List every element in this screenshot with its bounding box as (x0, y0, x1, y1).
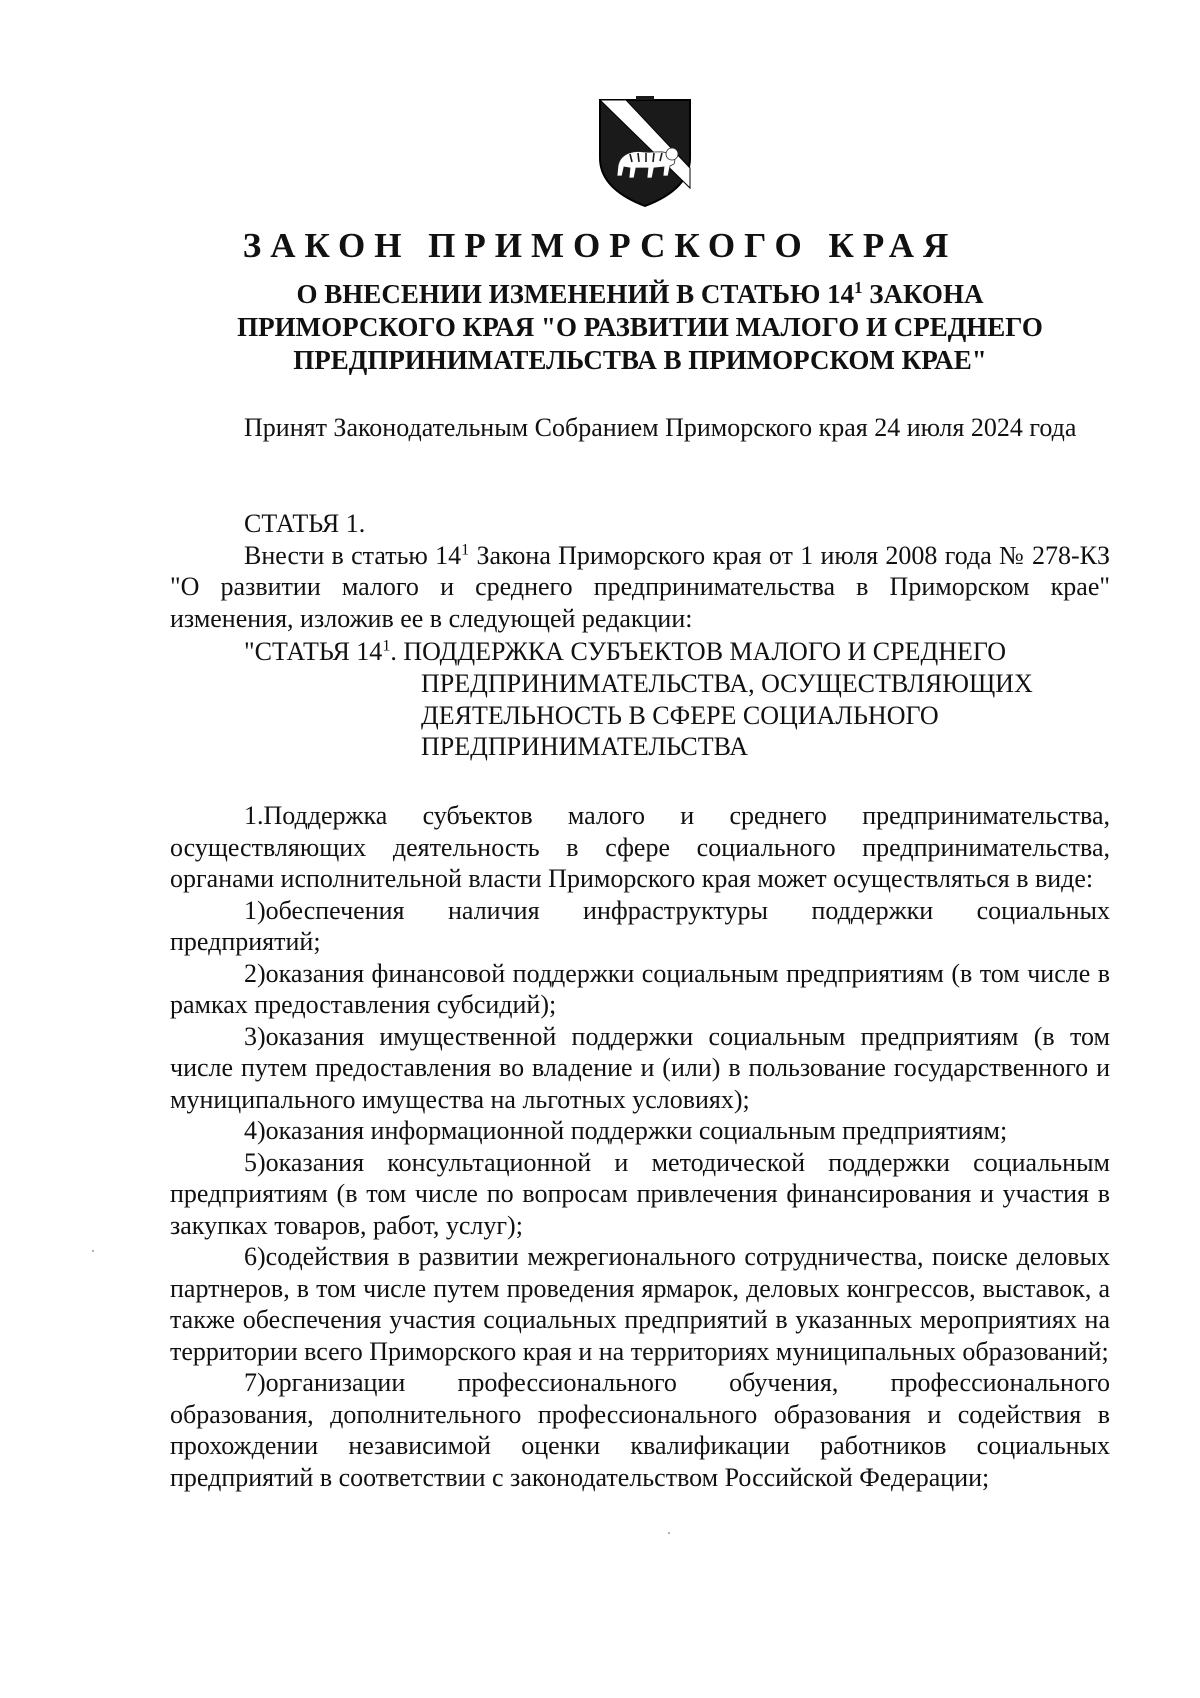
subject-superscript: 1 (854, 278, 863, 297)
quoted-heading-start: "СТАТЬЯ 14 (244, 637, 383, 666)
article-body (170, 800, 1110, 1493)
subject-line-2: ПРИМОРСКОГО КРАЯ "О РАЗВИТИИ МАЛОГО И СРЕДНЕГО (237, 312, 1043, 342)
law-title: ЗАКОН ПРИМОРСКОГО КРАЯ (242, 226, 958, 265)
subject-line-1-tail: ЗАКОНА (862, 279, 984, 309)
list-item-3: 3)оказания имущественной поддержки социальным предприятиям (в том числе путем предоставления во владение и (или) в пользование государственного и муниципального имущества на льготных условиях); (170, 1021, 1110, 1114)
paragraph-1: 1.Поддержка субъектов малого и среднего предпринимательства, осуществляющих деятельность в сфере социального предпринимательства, органами исполнительной власти Приморского края может осуществляться в виде: (170, 801, 1110, 893)
quoted-heading-line-2: ПРЕДПРИНИМАТЕЛЬСТВА, ОСУЩЕСТВЛЯЮЩИХ (421, 669, 1033, 698)
subject-line-3: ПРЕДПРИНИМАТЕЛЬСТВА В ПРИМОРСКОМ КРАЕ" (293, 345, 987, 375)
list-item-4: 4)оказания информационной поддержки социальным предприятиям; (244, 1116, 1008, 1145)
law-subject (180, 278, 1100, 377)
subject-line-1-text: О ВНЕСЕНИИ ИЗМЕНЕНИЙ В СТАТЬЮ 14 (296, 279, 855, 309)
list-item-5: 5)оказания консультационной и методической поддержки социальным предприятиям (в том числе по вопросам привлечения финансирования и участия в закупках товаров, работ, услуг); (170, 1147, 1110, 1240)
list-item-6: 6)содействия в развитии межрегионального сотрудничества, поиске деловых партнеров, в том числе путем проведения ярмарок, деловых конгрессов, выставок, а также обеспечения участия социальных предприятий в указанных мероприятиях на территории всего Приморского края и на территориях муниципальных образований; (170, 1242, 1110, 1366)
coat-of-arms-icon (596, 96, 694, 208)
article-1-intro-superscript: 1 (461, 540, 470, 558)
article-1-intro (170, 540, 1110, 635)
quoted-heading-rest: . ПОДДЕРЖКА СУБЪЕКТОВ МАЛОГО И СРЕДНЕГО (390, 637, 1007, 666)
quoted-article-heading-continued (421, 668, 1033, 763)
subject-line-1 (180, 278, 1100, 311)
quoted-heading-line-4: ПРЕДПРИНИМАТЕЛЬСТВА (421, 732, 749, 761)
quoted-heading-superscript: 1 (382, 637, 391, 655)
quoted-heading-line-3: ДЕЯТЕЛЬНОСТЬ В СФЕРЕ СОЦИАЛЬНОГО (421, 700, 939, 730)
list-item-2: 2)оказания финансовой поддержки социальным предприятиям (в том числе в рамках предоставления субсидий); (170, 958, 1110, 1019)
article-1 (170, 508, 1110, 634)
list-item-1: 1)обеспечения наличия инфраструктуры поддержки социальных предприятий; (170, 895, 1110, 956)
quoted-article-heading (244, 636, 1006, 668)
adoption-text: Принят Законодательным Собранием Приморского края 24 июля 2024 года (244, 413, 1077, 442)
scan-speck (668, 1532, 670, 1534)
article-1-intro-rest: Закона Приморского края от 1 июля 2008 года № 278-КЗ "О развитии малого и среднего предпринимательства в Приморском крае" изменения, изложив ее в следующей редакции: (170, 540, 1110, 633)
adoption-note (170, 412, 1110, 444)
scan-speck (92, 1250, 94, 1252)
list-item-7: 7)организации профессионального обучения, профессионального образования, дополнительного профессионального образования и содействия в прохождении независимой оценки квалификации работников социальных предприятий в соответствии с законодательством Российской Федерации; (170, 1368, 1110, 1492)
article-1-title: СТАТЬЯ 1. (244, 509, 366, 538)
article-1-intro-start: Внести в статью 14 (244, 540, 462, 570)
